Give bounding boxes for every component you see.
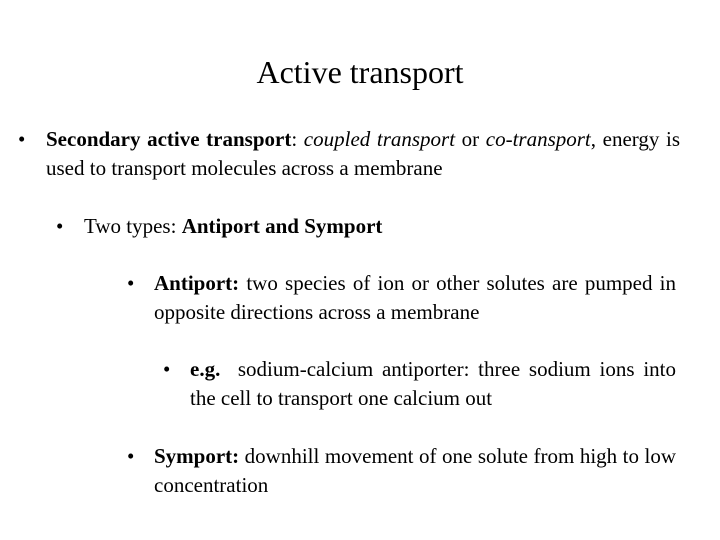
term-coupled-transport: coupled transport (303, 127, 456, 151)
slide-title: Active transport (256, 54, 464, 90)
bullet-marker: • (163, 357, 171, 381)
bullet-marker: • (127, 271, 135, 295)
term-symport: Symport: (154, 444, 240, 468)
term-example: e.g. (190, 357, 221, 381)
example-description: sodium-calcium antiporter: three sodium ions into the cell to transport one calcium out (190, 357, 682, 410)
bullet-secondary-active-transport (18, 125, 680, 183)
connector-text: or (455, 127, 486, 151)
colon-text: : (291, 127, 304, 151)
symport-description: downhill movement of one solute from high to low concentration (154, 444, 676, 497)
bullet-example (163, 355, 682, 413)
types-bold-text: Antiport and Symport (181, 214, 383, 238)
bullet-two-types (56, 212, 680, 241)
term-secondary-active-transport: Secondary active transport (46, 127, 292, 151)
types-lead-text: Two types: (84, 214, 182, 238)
bullet-marker: • (56, 214, 64, 238)
term-antiport: Antiport: (154, 271, 240, 295)
bullet-symport (127, 442, 676, 500)
term-co-transport: co-transport (485, 127, 591, 151)
bullet-antiport (127, 269, 676, 327)
bullet-marker: • (18, 127, 26, 151)
bullet-marker: • (127, 444, 135, 468)
antiport-description: two species of ion or other solutes are pumped in opposite directions across a membrane (154, 271, 676, 324)
secondary-description: , energy is used to transport molecules across a membrane (46, 127, 680, 180)
